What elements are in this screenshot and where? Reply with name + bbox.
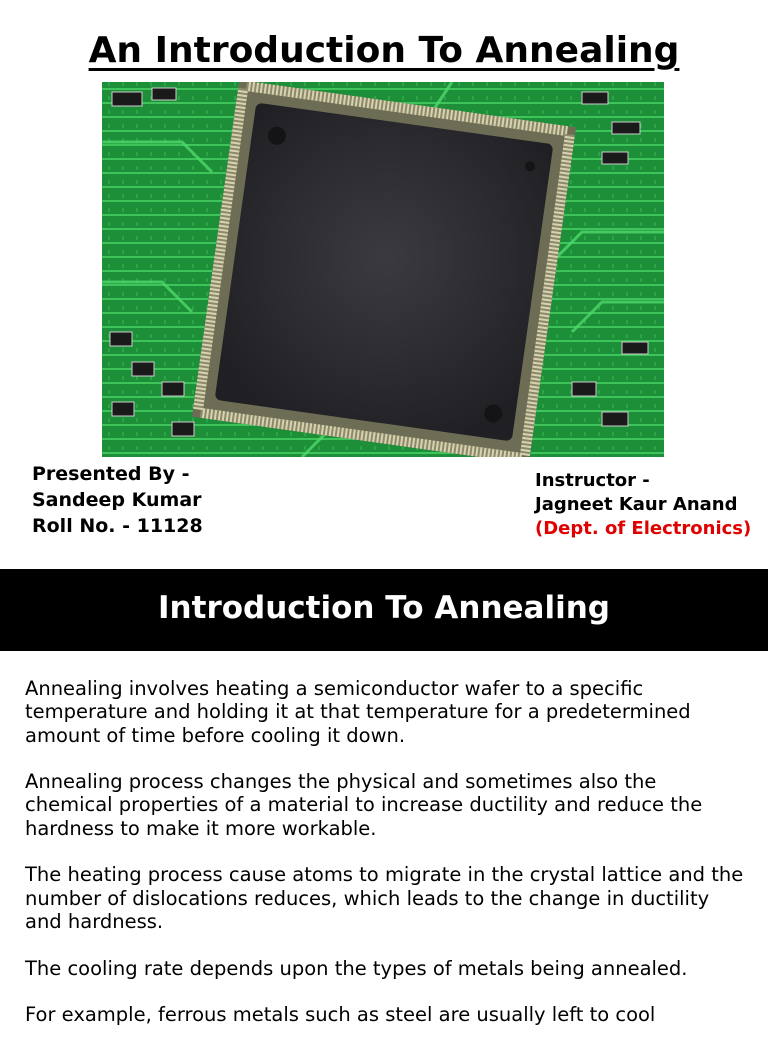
instructor-name: Jagneet Kaur Anand bbox=[535, 494, 738, 515]
instructor-label: Instructor - bbox=[535, 470, 650, 491]
instructor-info bbox=[535, 469, 751, 541]
presenter-label: Presented By - bbox=[32, 463, 190, 485]
paragraph: The cooling rate depends upon the types of metals being annealed. bbox=[25, 956, 688, 980]
paragraph: Annealing process changes the physical and sometimes also the chemical properties of a material to increase ductility and reduce the hardness to make it more workable. bbox=[25, 770, 703, 840]
presenter-name: Sandeep Kumar bbox=[32, 489, 202, 511]
paragraph: Annealing involves heating a semiconductor wafer to a specific temperature and holding it at that temperature for a predetermined amount of time before cooling it down. bbox=[25, 677, 691, 747]
paragraph: The heating process cause atoms to migrate in the crystal lattice and the number of dislocations reduces, which leads to the change in ductility and hardness. bbox=[25, 863, 744, 933]
section-banner bbox=[0, 569, 768, 651]
instructor-department: (Dept. of Electronics) bbox=[535, 518, 752, 539]
presenter-roll-number: Roll No. - 11128 bbox=[32, 515, 203, 537]
page-title: An Introduction To Annealing bbox=[88, 30, 680, 71]
presenter-info bbox=[32, 461, 203, 539]
section-heading: Introduction To Annealing bbox=[158, 590, 610, 626]
chip-photo bbox=[102, 82, 664, 457]
body-content bbox=[25, 677, 745, 1050]
paragraph: For example, ferrous metals such as steel are usually left to cool bbox=[25, 1003, 656, 1027]
